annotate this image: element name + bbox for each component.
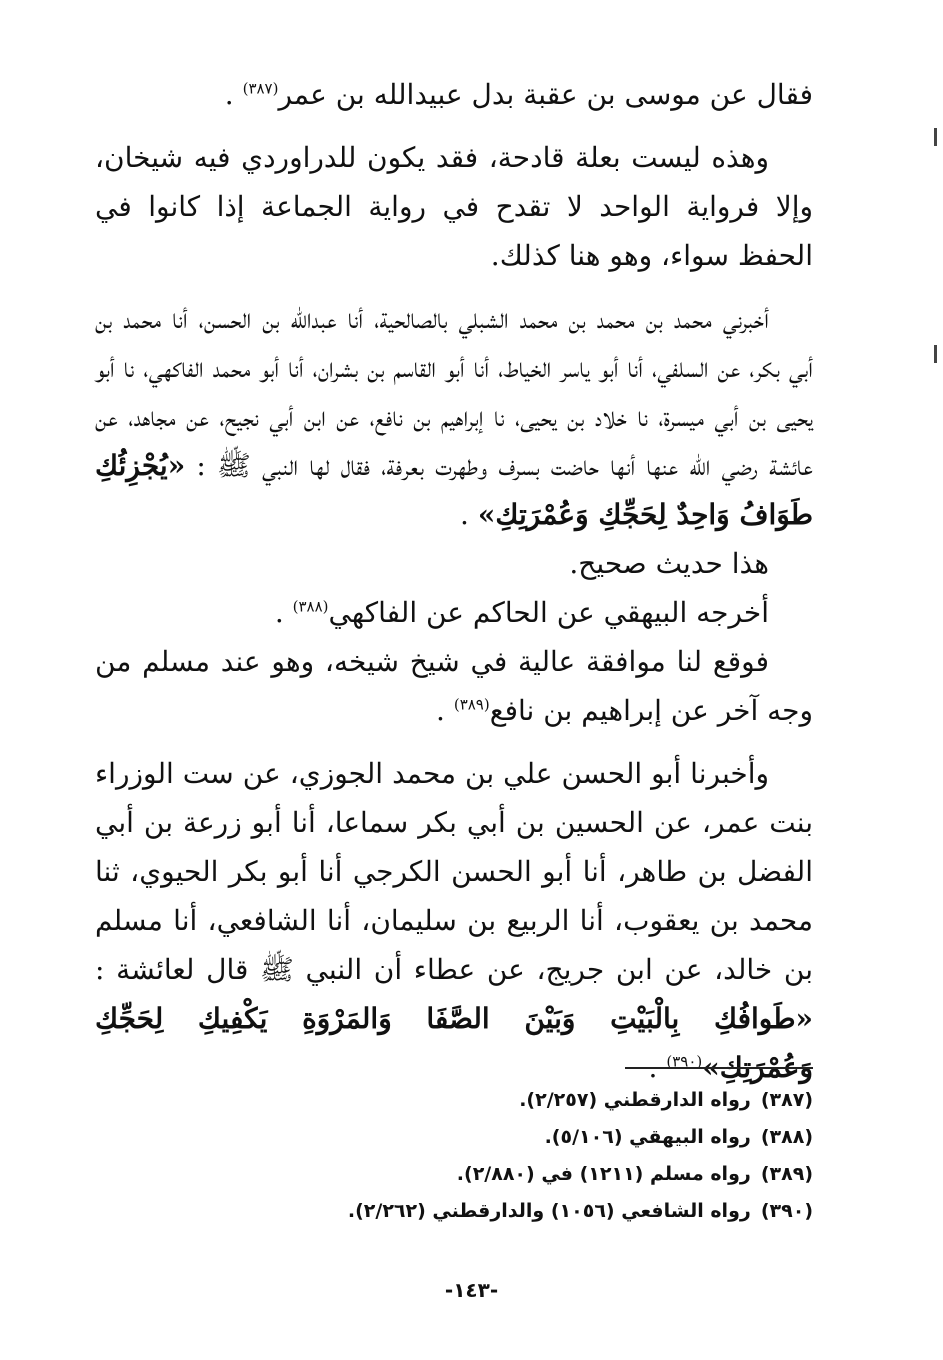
page-number: -١٤٣-: [444, 1278, 499, 1302]
main-text: [95, 70, 813, 1092]
footnote-number: (٣٩٠): [760, 1200, 813, 1222]
paragraph-5-text: أخرجه البيهقي عن الحاكم عن الفاكهي: [328, 596, 769, 629]
paragraph-5-end: .: [274, 596, 284, 629]
paragraph-5: [95, 588, 813, 637]
scan-edge-mark: [934, 128, 937, 146]
footnote-number: (٣٨٩): [760, 1163, 813, 1185]
footnote-text: رواه البيهقي (٥/١٠٦).: [544, 1126, 751, 1148]
footnote-number: (٣٨٨): [760, 1126, 813, 1148]
paragraph-6: [95, 637, 813, 735]
footnote-390: [95, 1193, 813, 1230]
footnote-text: رواه الشافعي (١٠٥٦) والدارقطني (٢/٢٦٢).: [347, 1200, 751, 1222]
paragraph-6-end: .: [436, 694, 445, 727]
footnotes: [95, 1082, 813, 1230]
paragraph-6-text: فوقع لنا موافقة عالية في شيخ شيخه، وهو عند مسلم من وجه آخر عن إبراهيم بن نافع: [95, 645, 813, 727]
hadith-quote-1: «يُجْزِئُكِ طَوَافُ وَاحِدٌ لِحَجِّكِ وَعُمْرَتِكِ»: [95, 449, 813, 531]
footnote-number: (٣٨٧): [760, 1089, 813, 1111]
footnote-ref-389[interactable]: (٣٨٩): [453, 695, 490, 714]
footnote-ref-390[interactable]: (٣٩٠): [666, 1052, 703, 1071]
footnote-387: [95, 1082, 813, 1119]
footnote-divider: [625, 1067, 813, 1069]
paragraph-7-end: .: [648, 1051, 658, 1084]
footnote-388: [95, 1119, 813, 1156]
paragraph-1-end: .: [224, 78, 234, 111]
paragraph-4: هذا حديث صحيح.: [569, 547, 769, 580]
hadith-quote-2: «طَوافُكِ بِالْبَيْتِ وَبَيْنَ الصَّفَا وَالمَرْوَةِ يَكْفِيكِ لِحَجِّكِ وَعُمْرَتِكِ»: [95, 1002, 813, 1084]
paragraph-7: [95, 749, 813, 1092]
footnote-text: رواه مسلم (١٢١١) في (٢/٨٨٠).: [456, 1163, 751, 1185]
paragraph-2: وهذه ليست بعلة قادحة، فقد يكون للدراوردي فيه شيخان، وإلا فرواية الواحد لا تقدح في رواية الجماعة إذا كانوا في الحفظ سواء، وهو هنا كذلك.: [95, 141, 813, 272]
paragraph-3-text: أخبرني محمد بن محمد بن محمد الشبلي بالصالحية، أنا عبدالله بن الحسن، أنا محمد بن أبي بكر، عن السلفي، أنا أبو ياسر الخياط، أنا أبو القاسم بن بشران، أنا أبو محمد الفاكهي، نا أبو يحيى بن أبي ميسرة، نا خلاد بن يحيى، نا إبراهيم بن نافع، عن ابن أبي نجيح، عن مجاهد، عن عائشة رضي الله عنها أنها حاضت بسرف وطهرت بعرفة، فقال لها النبي ﷺ :: [95, 302, 813, 482]
footnote-ref-387[interactable]: (٣٨٧): [242, 79, 279, 98]
footnote-ref-388[interactable]: (٣٨٨): [292, 597, 329, 616]
paragraph-3: [95, 294, 813, 539]
footnote-text: رواه الدارقطني (٢/٢٥٧).: [519, 1089, 751, 1111]
paragraph-3-end: .: [460, 498, 469, 531]
paragraph-1: [95, 70, 813, 119]
footnote-389: [95, 1156, 813, 1193]
scan-edge-mark: [934, 345, 937, 363]
paragraph-1-text: فقال عن موسى بن عقبة بدل عبيدالله بن عمر: [278, 78, 813, 111]
paragraph-7-text: وأخبرنا أبو الحسن علي بن محمد الجوزي، عن ست الوزراء بنت عمر، عن الحسين بن أبي بكر سماعا، أنا أبو زرعة بن أبي الفضل بن طاهر، أنا أبو الحسن الكرجي أنا أبو بكر الحيوي، ثنا محمد بن يعقوب، أنا الربيع بن سليمان، أنا الشافعي، أنا مسلم بن خالد، عن ابن جريج، عن عطاء أن النبي ﷺ قال لعائشة :: [95, 757, 813, 986]
